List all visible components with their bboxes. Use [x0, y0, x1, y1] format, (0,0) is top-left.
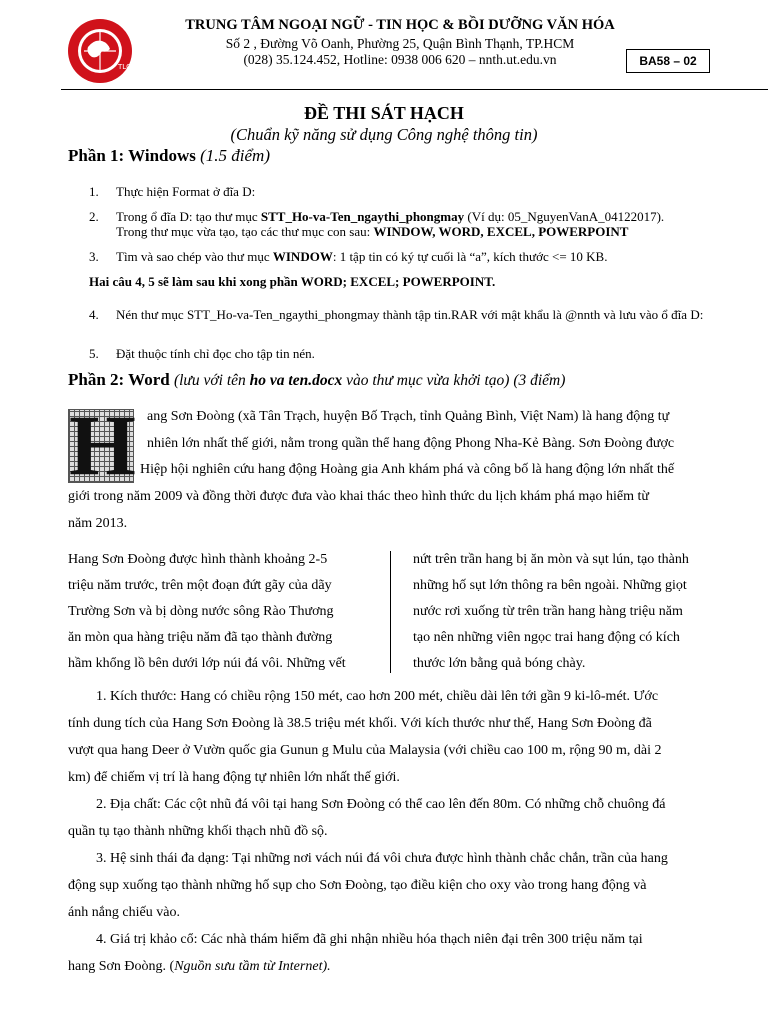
- source-note: Nguồn sưu tầm từ Internet).: [174, 959, 331, 974]
- point-1-line: vượt qua hang Deer ở Vườn quốc gia Gunun g Mulu của Malaysia (với chiều cao 100 m, rộng 90 m, dài 2: [68, 743, 662, 758]
- header-divider: [61, 89, 768, 90]
- column-separator: [390, 551, 391, 673]
- item-number: 2.: [89, 209, 99, 224]
- part2-heading: [68, 370, 565, 390]
- point-4-last-line: [68, 959, 331, 975]
- item-text: Nén thư mục STT_Ho-va-Ten_ngaythi_phongmay thành tập tin.RAR với mật khẩu là @nnth và lưu vào ổ đĩa D:: [116, 307, 704, 322]
- part2-inst-tail: vào thư mục vừa khởi tạo) (3 điểm): [342, 372, 566, 389]
- item-example: (Ví dụ: 05_NguyenVanA_04122017).: [464, 209, 665, 224]
- point-3-line: động sụp xuống tạo thành những hố sụp cho Sơn Đoòng, tạo điều kiện cho oxy vào trong hang động và: [68, 878, 647, 893]
- document-title: ĐỀ THI SÁT HẠCH: [304, 103, 464, 123]
- point-1-line: 1. Kích thước: Hang có chiều rộng 150 mét, cao hơn 200 mét, chiều dài lên tới gần 9 ki-lô-mét. Ước: [96, 689, 659, 704]
- col-right-line: nứt trên trần hang bị ăn mòn và sụt lún, tạo thành: [413, 552, 689, 567]
- item-number: 1.: [89, 184, 99, 199]
- point-2-line: 2. Địa chất: Các cột nhũ đá vôi tại hang Sơn Đoòng có thể cao lên đến 80m. Có những chỗ chuông đá: [96, 797, 666, 812]
- point-3-line: 3. Hệ sinh thái đa dạng: Tại những nơi vách núi đá vôi chưa được hình thành chắc chắn, trần của hang: [96, 851, 668, 866]
- col-left-line: Trường Sơn và bị dòng nước sông Rào Thương: [68, 604, 334, 619]
- intro-line-1: ang Sơn Đoòng (xã Tân Trạch, huyện Bố Trạch, tỉnh Quảng Bình, Việt Nam) là hang động tự: [147, 409, 670, 424]
- item-text: Đặt thuộc tính chỉ đọc cho tập tin nén.: [116, 346, 315, 361]
- item-number: 5.: [89, 346, 99, 361]
- point-4-text: hang Sơn Đoòng. (: [68, 959, 175, 974]
- part1-title: Phần 1: Windows: [68, 146, 196, 165]
- header-org: TRUNG TÂM NGOẠI NGỮ - TIN HỌC & BỒI DƯỠNG VĂN HÓA: [185, 17, 615, 33]
- item-text-tail: : 1 tập tin có ký tự cuối là “a”, kích thước <= 10 KB.: [332, 249, 608, 264]
- logo-text: TLC-UT: [118, 63, 143, 71]
- col-left-line: ăn mòn qua hàng triệu năm đã tạo thành đường: [68, 630, 333, 645]
- point-3-line: ánh nắng chiếu vào.: [68, 905, 180, 920]
- part2-filename: ho va ten.docx: [249, 372, 343, 389]
- item-text-cont: Trong thư mục vừa tạo, tạo các thư mục con sau:: [116, 224, 374, 239]
- part1-points: (1.5 điểm): [200, 146, 270, 165]
- folder-name: STT_Ho-va-Ten_ngaythi_phongmay: [260, 209, 465, 224]
- intro-line-4: giới trong năm 2009 và đồng thời được đưa vào khai thác theo hình thức du lịch khám phá mạo hiểm từ: [68, 489, 649, 504]
- point-1-line: tính dung tích của Hang Sơn Đoòng là 38.5 triệu mét khối. Với kích thước như thế, Hang Sơn Đoòng đã: [68, 716, 652, 731]
- subfolder-names: WINDOW, WORD, EXCEL, POWERPOINT: [373, 224, 629, 239]
- point-2-line: quần tụ tạo thành những khối thạch nhũ đồ sộ.: [68, 824, 328, 839]
- col-right-line: những hố sụt lớn thông ra bên ngoài. Những giọt: [413, 578, 687, 593]
- col-right-line: tạo nên những viên ngọc trai hang động có kích: [413, 630, 680, 645]
- header-contact: (028) 35.124.452, Hotline: 0938 006 620 – nnth.ut.edu.vn: [243, 52, 557, 67]
- dropcap-letter: H: [69, 397, 136, 493]
- point-4-line: 4. Giá trị khảo cổ: Các nhà thám hiểm đã ghi nhận nhiều hóa thạch niên đại trên 300 triệu năm tại: [96, 932, 643, 947]
- item-number: 3.: [89, 249, 99, 264]
- col-right-line: nước rơi xuống từ trên trần hang hàng triệu năm: [413, 604, 683, 619]
- item-number: 4.: [89, 307, 99, 322]
- item-text: Thực hiện Format ở đĩa D:: [116, 184, 256, 199]
- exam-code-badge: BA58 – 02: [626, 49, 710, 73]
- part2-inst: (lưu với tên: [173, 372, 250, 389]
- point-1-line: km) để chiếm vị trí là hang động tự nhiên lớn nhất thế giới.: [68, 770, 400, 785]
- part2-title: Phần 2: Word: [68, 370, 170, 389]
- intro-line-3: Hiệp hội nghiên cứu hang động Hoàng gia Anh khám phá và công bố là hang động lớn nhất thế: [140, 462, 675, 477]
- part1-heading: [68, 146, 270, 166]
- header-address: Số 2 , Đường Võ Oanh, Phường 25, Quận Bình Thạnh, TP.HCM: [225, 36, 575, 51]
- part1-note: Hai câu 4, 5 sẽ làm sau khi xong phần WORD; EXCEL; POWERPOINT.: [89, 274, 496, 289]
- col-left-line: hầm khổng lồ bên dưới lớp núi đá vôi. Những vết: [68, 656, 346, 671]
- intro-line-2: nhiên lớn nhất thế giới, nằm trong quần thể hang động Phong Nha-Kẻ Bàng. Sơn Đoòng được: [147, 436, 675, 451]
- item-text: Tìm và sao chép vào thư mục: [116, 249, 273, 264]
- col-left-line: Hang Sơn Đoòng được hình thành khoảng 2-5: [68, 552, 328, 567]
- col-left-line: triệu năm trước, trên một đoạn đứt gãy của dãy: [68, 578, 332, 593]
- folder-window: WINDOW: [272, 249, 333, 264]
- document-subtitle: (Chuẩn kỹ năng sử dụng Công nghệ thông tin): [230, 125, 538, 144]
- col-right-line: thước lớn bằng quả bóng chày.: [413, 656, 586, 671]
- intro-line-5: năm 2013.: [68, 516, 128, 531]
- center-logo: [66, 17, 143, 85]
- item-text: Trong ổ đĩa D: tạo thư mục: [116, 209, 261, 224]
